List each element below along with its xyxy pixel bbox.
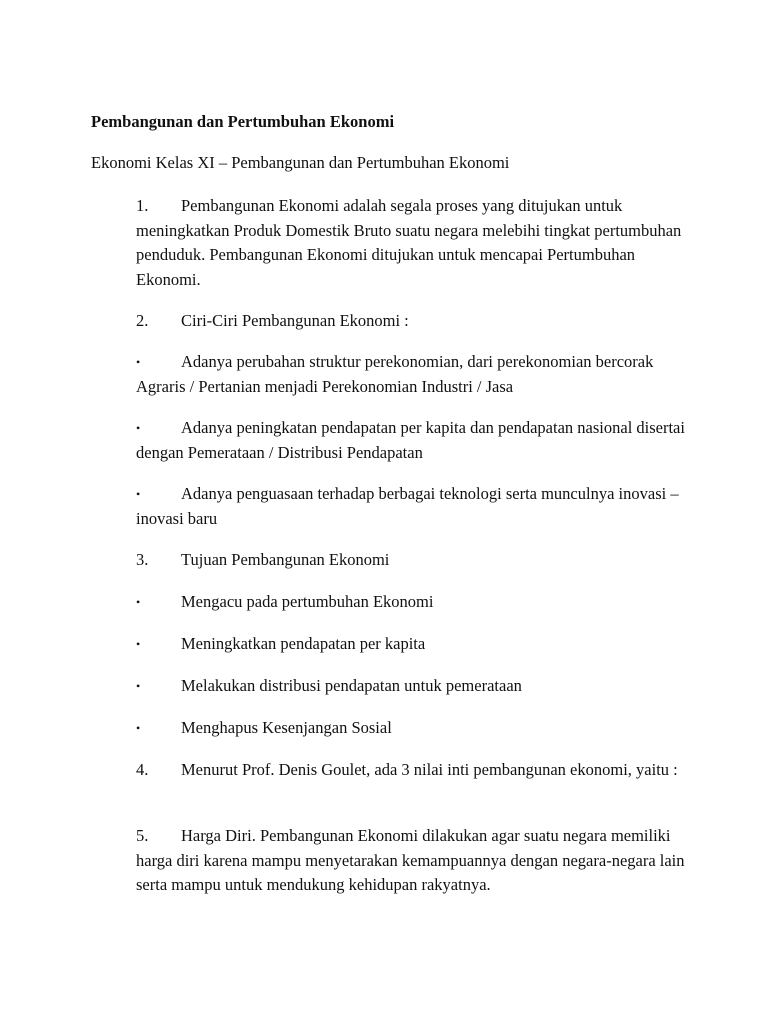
list-item-text: Ciri-Ciri Pembangunan Ekonomi : <box>181 311 409 330</box>
list-item <box>136 632 696 657</box>
list-item-text: Pembangunan Ekonomi adalah segala proses yang ditujukan untuk meningkatkan Produk Domestik Bruto suatu negara melebihi tingkat pertumbuhan penduduk. Pembangunan Ekonomi ditujukan untuk mencapai Pertumbuhan Ekonomi. <box>136 196 682 289</box>
list-item <box>136 716 696 741</box>
list-item <box>136 416 696 465</box>
list-item <box>136 350 696 399</box>
bullet-icon: • <box>136 421 141 435</box>
bullet-icon: • <box>136 355 141 369</box>
list-number: 1. <box>136 196 149 215</box>
list-item-text: Adanya perubahan struktur perekonomian, dari perekonomian bercorak Agraris / Pertanian menjadi Perekonomian Industri / Jasa <box>136 352 654 396</box>
list-item-text: Mengacu pada pertumbuhan Ekonomi <box>181 592 434 611</box>
list-item <box>136 590 696 615</box>
bullet-icon: • <box>136 637 141 651</box>
list-item <box>136 824 696 898</box>
list-item <box>136 482 696 531</box>
list-item <box>136 758 696 783</box>
list-item-text: Melakukan distribusi pendapatan untuk pemerataan <box>181 676 522 695</box>
list-number: 5. <box>136 826 149 845</box>
list-item <box>136 674 696 699</box>
bullet-icon: • <box>136 679 141 693</box>
list-item <box>136 194 696 292</box>
list-item-text: Adanya penguasaan terhadap berbagai teknologi serta munculnya inovasi – inovasi baru <box>136 484 679 528</box>
bullet-icon: • <box>136 721 141 735</box>
document-subtitle: Ekonomi Kelas XI – Pembangunan dan Pertumbuhan Ekonomi <box>91 153 510 172</box>
list-item-text: Meningkatkan pendapatan per kapita <box>181 634 426 653</box>
document-title: Pembangunan dan Pertumbuhan Ekonomi <box>91 112 395 131</box>
bullet-icon: • <box>136 487 141 501</box>
list-number: 4. <box>136 760 149 779</box>
list-item-text: Tujuan Pembangunan Ekonomi <box>181 550 390 569</box>
list-number: 3. <box>136 550 149 569</box>
list-number: 2. <box>136 311 149 330</box>
list-item-text: Menurut Prof. Denis Goulet, ada 3 nilai inti pembangunan ekonomi, yaitu : <box>181 760 678 779</box>
list-item <box>136 548 696 573</box>
list-item <box>136 309 696 334</box>
list-item-text: Menghapus Kesenjangan Sosial <box>181 718 392 737</box>
list-item-text: Harga Diri. Pembangunan Ekonomi dilakukan agar suatu negara memiliki harga diri karena mampu menyetarakan kemampuannya dengan negara-negara lain serta mampu untuk mendukung kehidupan rakyatnya. <box>136 826 685 894</box>
bullet-icon: • <box>136 595 141 609</box>
list-item-text: Adanya peningkatan pendapatan per kapita dan pendapatan nasional disertai dengan Pemerataan / Distribusi Pendapatan <box>136 418 685 462</box>
